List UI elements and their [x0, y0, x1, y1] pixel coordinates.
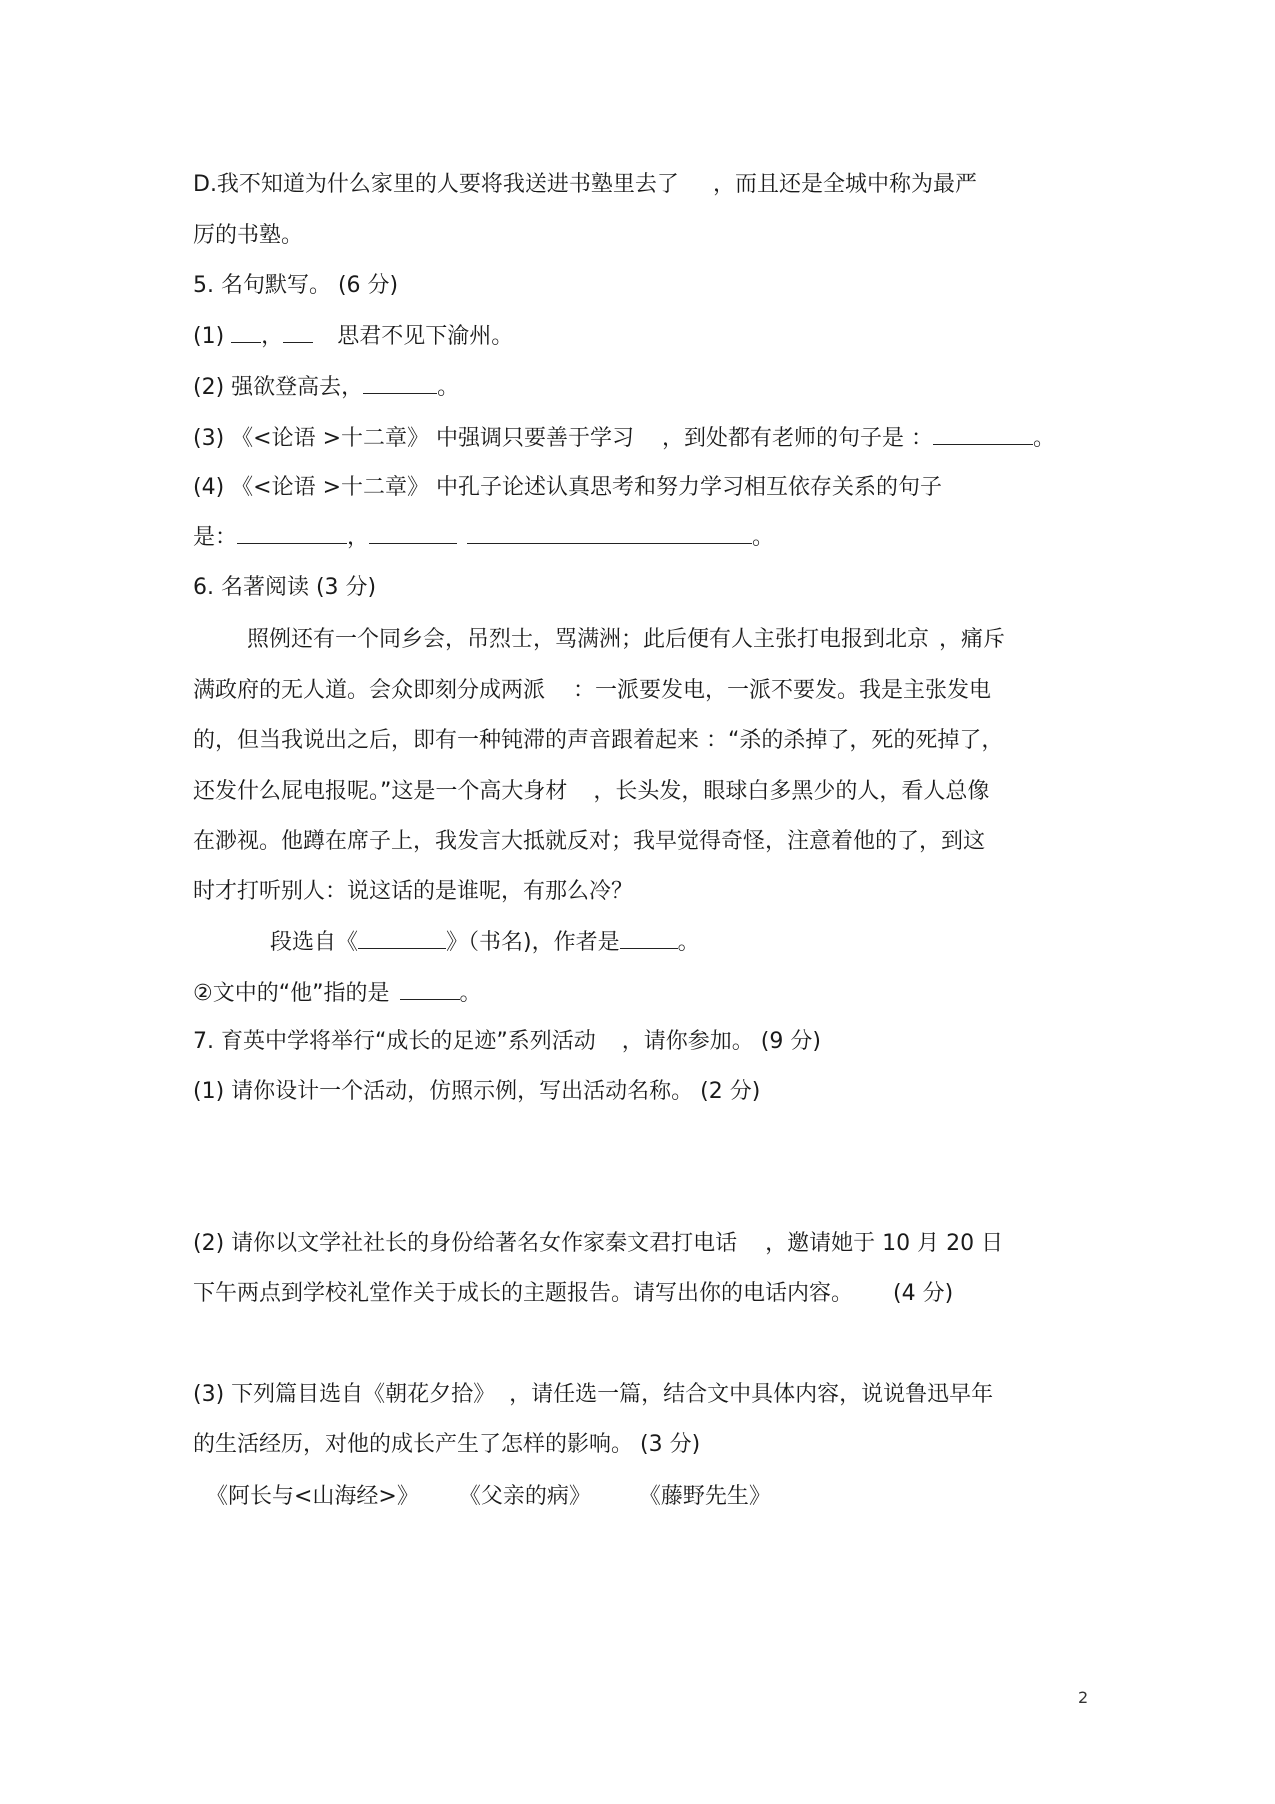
answer-blank[interactable] — [369, 523, 457, 544]
q5-item-2: (2) 强欲登高去， 。 — [193, 375, 460, 400]
answer-blank[interactable] — [283, 322, 313, 343]
answer-blank[interactable] — [231, 322, 261, 343]
answer-blank[interactable] — [933, 424, 1033, 445]
answer-blank[interactable] — [237, 523, 347, 544]
q6-item-1: 段选自《 》（书名)，作者是 。 — [270, 930, 700, 955]
answer-blank[interactable] — [620, 928, 678, 949]
passage-line-5: 在渺视。他蹲在席子上，我发言大抵就反对；我早觉得奇怪，注意着他的了，到这 — [193, 829, 986, 854]
q5-item-4: (4) 《<论语 >十二章》 中孔子论述认真思考和努力学习相互依存关系的句子 — [193, 475, 943, 500]
passage-line-6: 时才打听别人：说这话的是谁呢，有那么冷？ — [193, 879, 634, 904]
q7-item-3-line-2: 的生活经历，对他的成长产生了怎样的影响。 (3 分) — [193, 1432, 701, 1457]
q6-item-2: ②文中的“他”指的是 。 — [193, 981, 482, 1006]
answer-blank[interactable] — [363, 373, 437, 394]
q5-title: 5. 名句默写。 (6 分) — [193, 273, 399, 298]
q7-item-2-line-2: 下午两点到学校礼堂作关于成长的主题报告。请写出你的电话内容。 (4 分) — [193, 1281, 954, 1306]
q6-title: 6. 名著阅读 (3 分) — [193, 575, 377, 600]
answer-blank[interactable] — [467, 523, 752, 544]
q7-item-3-line-1: (3) 下列篇目选自《朝花夕拾》 ，请任选一篇，结合文中具体内容，说说鲁迅早年 — [193, 1382, 994, 1407]
option-d-line-1: D.我不知道为什么家里的人要将我送进书塾里去了 ，而且还是全城中称为最严 — [193, 172, 977, 197]
q5-item-1: (1) ， 思君不见下渝州。 — [193, 324, 514, 349]
passage-line-2: 满政府的无人道。会众即刻分成两派 ：一派要发电，一派不要发。我是主张发电 — [193, 678, 992, 703]
q7-item-1: (1) 请你设计一个活动，仿照示例，写出活动名称。 (2 分) — [193, 1079, 761, 1104]
answer-blank[interactable] — [358, 928, 446, 949]
q7-title: 7. 育英中学将举行“成长的足迹”系列活动 ，请你参加。 (9 分) — [193, 1029, 821, 1054]
passage-line-4: 还发什么屁电报呢。”这是一个高大身材 ，长头发，眼球白多黑少的人，看人总像 — [193, 779, 990, 804]
title-item: 《藤野先生》 — [638, 1484, 771, 1509]
title-item: 《阿长与<山海经>》 — [206, 1484, 419, 1509]
q7-item-2-line-1: (2) 请你以文学社社长的身份给著名女作家秦文君打电话 ，邀请她于 10 月 20 日 — [193, 1231, 1004, 1256]
passage-line-3: 的，但当我说出之后，即有一种钝滞的声音跟着起来 ：“杀的杀掉了，死的死掉了， — [193, 728, 1004, 753]
q5-item-3: (3) 《<论语 >十二章》 中强调只要善于学习 ，到处都有老师的句子是 ： 。 — [193, 426, 1056, 451]
page-number: 2 — [1078, 1688, 1089, 1707]
title-item: 《父亲的病》 — [458, 1484, 591, 1509]
answer-blank[interactable] — [400, 979, 460, 1000]
option-d-line-2: 厉的书塾。 — [193, 223, 304, 248]
essay-titles — [206, 1482, 771, 1512]
q5-item-4-answer: 是： ， 。 — [193, 525, 775, 550]
passage-line-1: 照例还有一个同乡会，吊烈士，骂满洲；此后便有人主张打电报到北京 ，痛斥 — [247, 627, 1006, 652]
